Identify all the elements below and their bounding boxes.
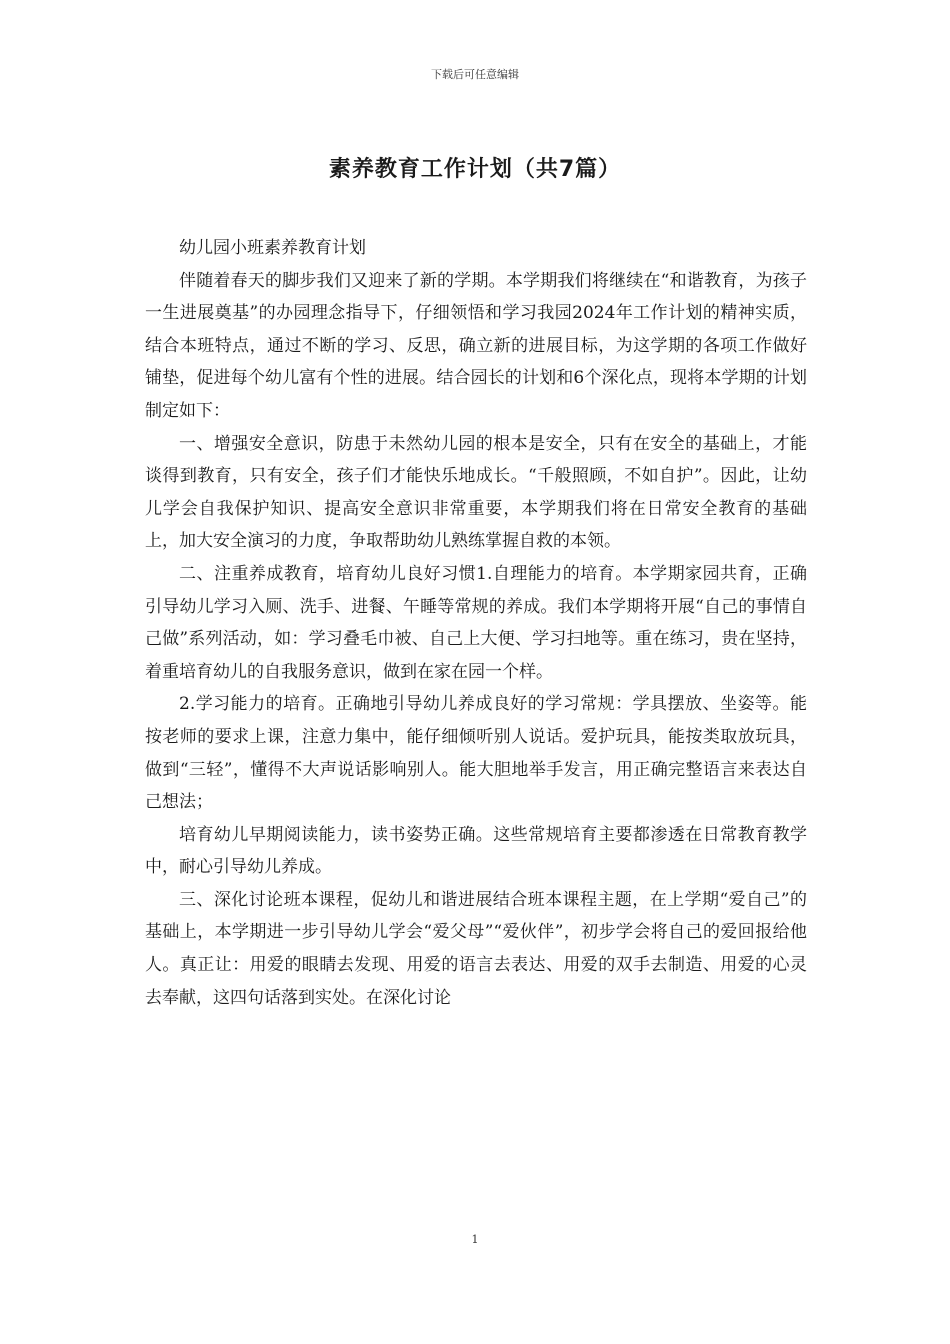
page-number: 1 <box>471 1233 479 1246</box>
document-body <box>145 232 807 1014</box>
paragraph-learning: 2.学习能力的培育。正确地引导幼儿养成良好的学习常规：学具摆放、坐姿等。能按老师的要求上课，注意力集中，能仔细倾听别人说话。爱护玩具，能按类取放玩具，做到“三轻”，懂得不大声说话影响别人。能大胆地举手发言，用正确完整语言来表达自己想法； <box>145 694 807 813</box>
header-note: 下载后可任意编辑 <box>431 68 519 81</box>
section-subtitle: 幼儿园小班素养教育计划 <box>179 238 366 258</box>
paragraph-reading: 培育幼儿早期阅读能力，读书姿势正确。这些常规培育主要都渗透在日常教育教学中，耐心引导幼儿养成。 <box>145 824 807 878</box>
paragraph-intro: 伴随着春天的脚步我们又迎来了新的学期。本学期我们将继续在“和谐教育，为孩子一生进展奠基”的办园理念指导下，仔细领悟和学习我园2024年工作计划的精神实质，结合本班特点，通过不断的学习、反思，确立新的进展目标，为这学期的各项工作做好铺垫，促进每个幼儿富有个性的进展。结合园长的计划和6个深化点，现将本学期的计划制定如下： <box>145 270 807 421</box>
paragraph-habits: 二、注重养成教育，培育幼儿良好习惯1.自理能力的培育。本学期家园共育，正确引导幼儿学习入厕、洗手、进餐、午睡等常规的养成。我们本学期将开展“自己的事情自己做”系列活动，如：学习叠毛巾被、自己上大便、学习扫地等。重在练习，贵在坚持，着重培育幼儿的自我服务意识，做到在家在园一个样。 <box>145 563 807 682</box>
document-title: 素养教育工作计划（共7篇） <box>328 157 622 182</box>
paragraph-safety: 一、增强安全意识，防患于未然幼儿园的根本是安全，只有在安全的基础上，才能谈得到教育，只有安全，孩子们才能快乐地成长。“千般照顾，不如自护”。因此，让幼儿学会自我保护知识、提高安全意识非常重要，本学期我们将在日常安全教育的基础上，加大安全演习的力度，争取帮助幼儿熟练掌握自救的本领。 <box>145 433 807 552</box>
paragraph-curriculum: 三、深化讨论班本课程，促幼儿和谐进展结合班本课程主题，在上学期“爱自己”的基础上，本学期进一步引导幼儿学会“爱父母”“爱伙伴”，初步学会将自己的爱回报给他人。真正让：用爱的眼睛去发现、用爱的语言去表达、用爱的双手去制造、用爱的心灵去奉献，这四句话落到实处。在深化讨论 <box>145 889 807 1008</box>
